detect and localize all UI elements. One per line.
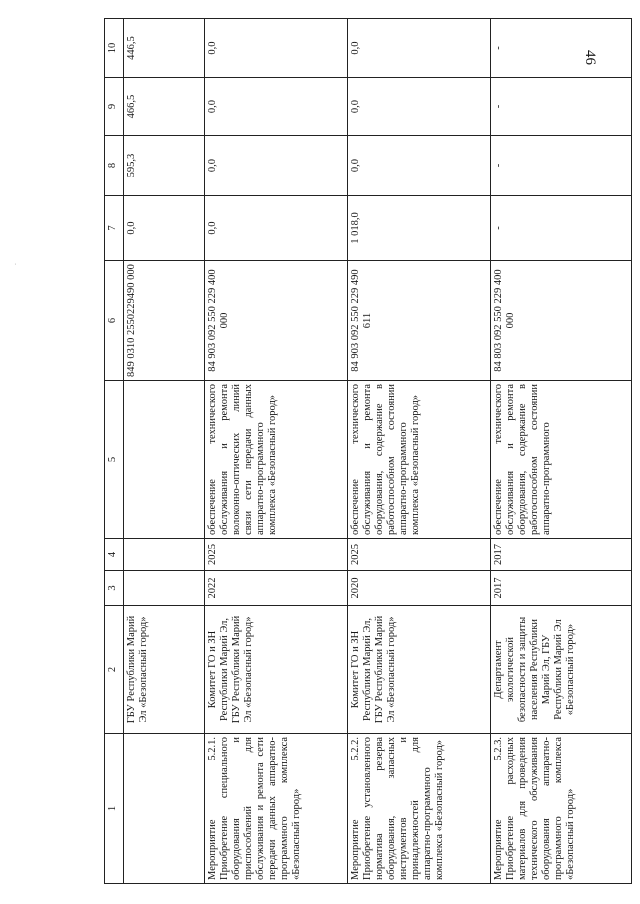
executor-cell: Комитет ГО и ЗН Республики Марий Эл, ГБУ Республики Марий Эл «Безопасный город» <box>348 606 491 734</box>
column-header: 8 <box>105 136 124 196</box>
column-header: 4 <box>105 539 124 571</box>
value-cell: 446,5 <box>124 19 205 78</box>
value-cell: - <box>491 196 632 261</box>
activity-cell <box>348 734 491 884</box>
result-cell <box>124 381 205 539</box>
table-row <box>124 19 205 884</box>
value-cell: 595,3 <box>124 136 205 196</box>
value-cell: 0,0 <box>205 19 348 78</box>
column-header: 7 <box>105 196 124 261</box>
column-header: 6 <box>105 261 124 381</box>
executor-cell: Департамент экологической безопасности и защиты населения Республики Марий Эл, ГБУ Республики Марий Эл «Безопасный город» <box>491 606 632 734</box>
column-number-row <box>105 19 124 884</box>
table-row <box>205 19 348 884</box>
end-year-cell: 2017 <box>491 539 632 571</box>
activity-code: 5.2.1. <box>207 737 218 761</box>
activity-code: 5.2.3. <box>493 737 504 761</box>
activity-cell <box>205 734 348 884</box>
activity-cell <box>491 734 632 884</box>
column-header: 9 <box>105 78 124 136</box>
budget-code-cell: 849 0310 2550229490 000 <box>124 261 205 381</box>
start-year-cell <box>124 571 205 606</box>
activity-code: 5.2.2. <box>350 737 361 761</box>
scan-speck: ˙ <box>14 262 17 271</box>
value-cell: 0,0 <box>348 78 491 136</box>
budget-code-cell: 84 903 092 550 229 400 000 <box>205 261 348 381</box>
value-cell: - <box>491 78 632 136</box>
budget-code-cell: 84 903 092 550 229 490 611 <box>348 261 491 381</box>
column-header: 5 <box>105 381 124 539</box>
column-header: 10 <box>105 19 124 78</box>
column-header: 2 <box>105 606 124 734</box>
table-row <box>348 19 491 884</box>
start-year-cell: 2022 <box>205 571 348 606</box>
result-cell: обеспечение технического обслуживания и ремонта оборудования, содержание в работоспособном состоянии аппаратно-программного <box>491 381 632 539</box>
table-row <box>491 19 632 884</box>
value-cell: 0,0 <box>205 136 348 196</box>
executor-cell: Комитет ГО и ЗН Республики Марий Эл, ГБУ Республики Марий Эл «Безопасный город» <box>205 606 348 734</box>
executor-cell: ГБУ Республики Марий Эл «Безопасный город» <box>124 606 205 734</box>
value-cell: 0,0 <box>205 196 348 261</box>
value-cell: - <box>491 136 632 196</box>
result-cell: обеспечение технического обслуживания и ремонта волоконно-оптических линий связи сети передачи данных аппаратно-программного комплекса «Безопасный город» <box>205 381 348 539</box>
value-cell: - <box>491 19 632 78</box>
activity-text: Мероприятие Приобретение установленного норматива резерва оборудования, запасных инструментов и принадлежностей для аппаратно-программного комплекса «Безопасный город» <box>350 737 446 880</box>
end-year-cell: 2025 <box>348 539 491 571</box>
activity-text: Мероприятие Приобретение расходных материалов для проведения технического обслуживания оборудования аппаратно-программного комплекса «Безопасный город» <box>493 737 577 880</box>
column-header: 1 <box>105 734 124 884</box>
value-cell: 0,0 <box>348 19 491 78</box>
end-year-cell <box>124 539 205 571</box>
page-number: 46 <box>582 50 598 65</box>
end-year-cell: 2025 <box>205 539 348 571</box>
program-table <box>104 18 632 884</box>
value-cell: 0,0 <box>205 78 348 136</box>
result-cell: обеспечение технического обслуживания и ремонта оборудования, содержание в работоспособном состоянии аппаратно-программного комплекса «Безопасный город» <box>348 381 491 539</box>
activity-text: Мероприятие Приобретение специального оборудования и приспособлений для обслуживания и ремонта сети передачи данных аппаратно-программного комплекса «Безопасный город» <box>207 737 303 880</box>
activity-cell <box>124 734 205 884</box>
value-cell: 1 018,0 <box>348 196 491 261</box>
value-cell: 0,0 <box>124 196 205 261</box>
column-header: 3 <box>105 571 124 606</box>
budget-code-cell: 84 803 092 550 229 400 000 <box>491 261 632 381</box>
start-year-cell: 2017 <box>491 571 632 606</box>
start-year-cell: 2020 <box>348 571 491 606</box>
value-cell: 0,0 <box>348 136 491 196</box>
value-cell: 466,5 <box>124 78 205 136</box>
